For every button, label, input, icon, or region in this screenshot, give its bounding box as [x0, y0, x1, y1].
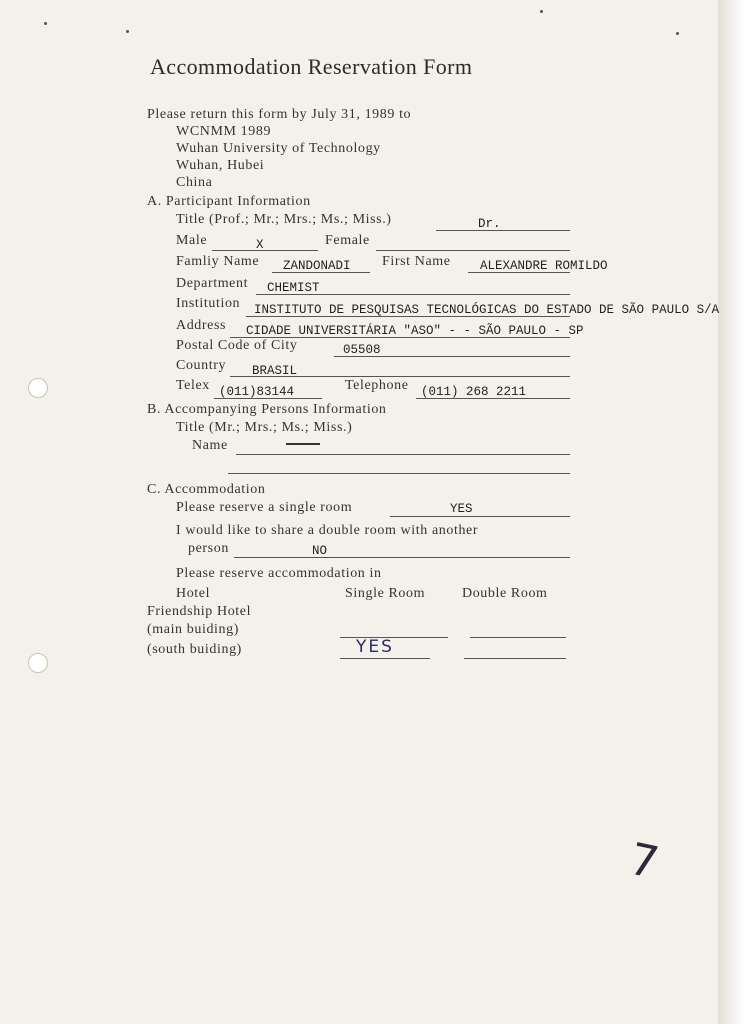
- single-room-column-header: Single Room: [345, 586, 426, 601]
- first-name-label: First Name: [382, 254, 451, 269]
- south-building-label: (south buiding): [147, 642, 242, 657]
- address-line: Wuhan, Hubei: [176, 158, 265, 173]
- institution-value: INSTITUTO DE PESQUISAS TECNOLÓGICAS DO ESTADO DE SÃO PAULO S/A: [254, 303, 720, 317]
- dash-mark: [286, 443, 320, 445]
- accompanying-title-label: Title (Mr.; Mrs.; Ms.; Miss.): [176, 420, 353, 435]
- return-instruction: Please return this form by July 31, 1989 to: [147, 107, 412, 122]
- female-label: Female: [325, 233, 370, 248]
- hotel-column-header: Hotel: [176, 586, 211, 601]
- name-field-line: [236, 454, 570, 455]
- address-line: WCNMM 1989: [176, 124, 272, 139]
- single-room-label: Please reserve a single room: [176, 500, 353, 515]
- paper-speck: [44, 22, 47, 25]
- page-edge: [718, 0, 744, 1024]
- section-a-heading: A. Participant Information: [147, 194, 311, 209]
- first-name-value: ALEXANDRE ROMILDO: [480, 259, 608, 273]
- paper-speck: [676, 32, 679, 35]
- punch-hole-upper: [28, 378, 48, 398]
- telephone-value: (011) 268 2211: [421, 385, 527, 399]
- main-building-label: (main buiding): [147, 622, 239, 637]
- address-value: CIDADE UNIVERSITÁRIA "ASO" - - SÃO PAULO - SP: [246, 324, 584, 338]
- female-field-line: [376, 250, 570, 251]
- male-field-line: [212, 250, 318, 251]
- title-label: Title (Prof.; Mr.; Mrs.; Ms.; Miss.): [176, 212, 392, 227]
- postal-code-field-line: [334, 356, 570, 357]
- accompanying-name-label: Name: [192, 438, 228, 453]
- family-name-field-line: [272, 272, 370, 273]
- south-single-value: YES: [356, 637, 394, 657]
- double-room-column-header: Double Room: [462, 586, 548, 601]
- telex-label: Telex: [176, 378, 210, 393]
- country-field-line: [230, 376, 570, 377]
- main-double-field-line: [470, 637, 566, 638]
- telephone-label: Telephone: [345, 378, 409, 393]
- single-room-value: YES: [450, 502, 473, 516]
- male-value: X: [256, 238, 264, 252]
- section-b-heading: B. Accompanying Persons Information: [147, 402, 387, 417]
- single-room-field-line: [390, 516, 570, 517]
- country-label: Country: [176, 358, 227, 373]
- section-c-heading: C. Accommodation: [147, 482, 266, 497]
- institution-label: Institution: [176, 296, 241, 311]
- postal-code-value: 05508: [343, 343, 381, 357]
- department-field-line: [256, 294, 570, 295]
- telephone-field-line: [416, 398, 570, 399]
- department-label: Department: [176, 276, 249, 291]
- institution-field-line: [246, 316, 570, 317]
- telex-value: (011)83144: [219, 385, 295, 399]
- country-value: BRASIL: [252, 364, 298, 378]
- male-label: Male: [176, 233, 208, 248]
- reserve-in-label: Please reserve accommodation in: [176, 566, 382, 581]
- family-name-label: Famliy Name: [176, 254, 260, 269]
- punch-hole-lower: [28, 653, 48, 673]
- title-value: Dr.: [478, 217, 501, 231]
- paper-speck: [540, 10, 543, 13]
- first-name-field-line: [468, 272, 570, 273]
- share-room-label-person: person: [188, 541, 229, 556]
- address-label: Address: [176, 318, 227, 333]
- department-value: CHEMIST: [267, 281, 320, 295]
- form-title: Accommodation Reservation Form: [150, 54, 473, 79]
- share-room-value: NO: [312, 544, 328, 558]
- family-name-value: ZANDONADI: [283, 259, 351, 273]
- telex-field-line: [214, 398, 322, 399]
- share-room-label: I would like to share a double room with another: [176, 523, 479, 538]
- south-double-field-line: [464, 658, 566, 659]
- paper-speck: [126, 30, 129, 33]
- address-line: China: [176, 175, 213, 190]
- address-line: Wuhan University of Technology: [176, 141, 381, 156]
- postal-code-label: Postal Code of City: [176, 338, 298, 353]
- handwritten-page-mark: 7: [625, 833, 663, 890]
- south-single-field-line: [340, 658, 430, 659]
- name-field-line-2: [228, 473, 570, 474]
- title-field-line: [436, 230, 570, 231]
- hotel-name: Friendship Hotel: [147, 604, 252, 619]
- share-room-field-line: [234, 557, 570, 558]
